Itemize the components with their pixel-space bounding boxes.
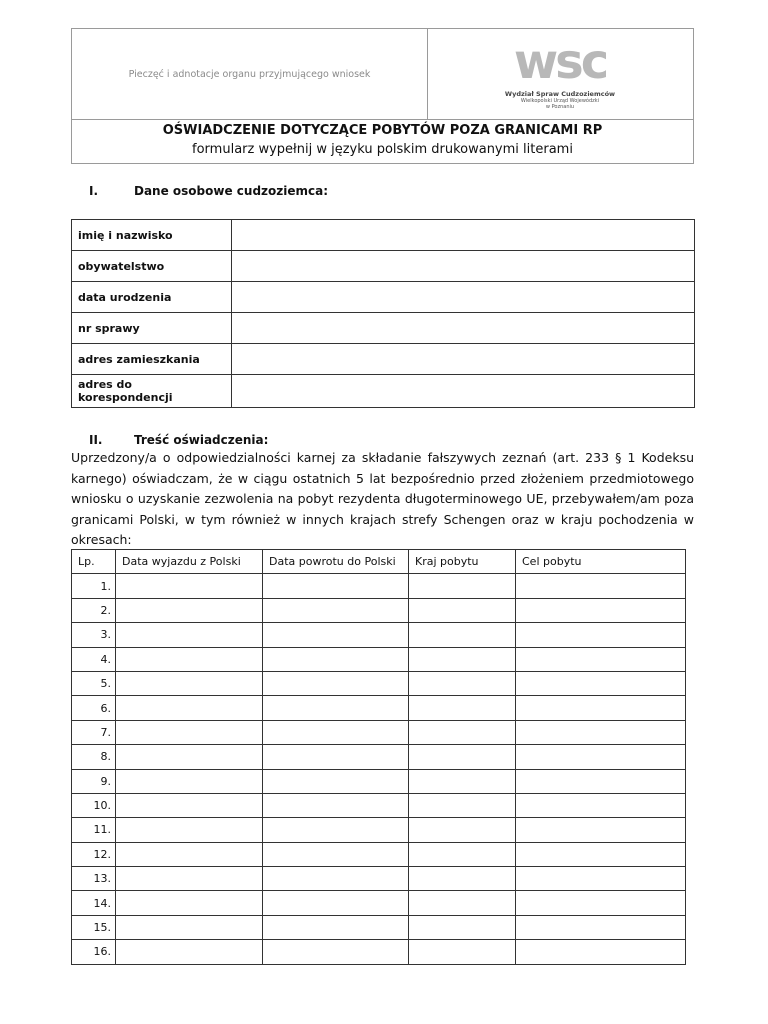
departure-date-input[interactable] [116, 745, 263, 769]
row-number: 2. [72, 598, 116, 622]
table-row [72, 598, 686, 622]
field-row-citizenship [72, 251, 695, 282]
table-row [72, 940, 686, 964]
form-title: OŚWIADCZENIE DOTYCZĄCE POBYTÓW POZA GRANICAMI RP [162, 123, 603, 138]
header-separator [72, 119, 693, 120]
return-date-input[interactable] [263, 671, 409, 695]
country-input[interactable] [409, 867, 516, 891]
case-number-input[interactable] [232, 313, 695, 344]
row-number: 8. [72, 745, 116, 769]
table-row [72, 696, 686, 720]
col-header-purpose: Cel pobytu [516, 550, 686, 574]
stays-table [71, 549, 686, 965]
country-input[interactable] [409, 793, 516, 817]
table-row [72, 818, 686, 842]
table-row [72, 745, 686, 769]
departure-date-input[interactable] [116, 891, 263, 915]
logo-mark: wsc [513, 36, 607, 86]
row-number: 5. [72, 671, 116, 695]
table-row [72, 769, 686, 793]
country-input[interactable] [409, 745, 516, 769]
country-input[interactable] [409, 915, 516, 939]
field-row-correspondence [72, 375, 695, 408]
col-header-return: Data powrotu do Polski [263, 550, 409, 574]
departure-date-input[interactable] [116, 940, 263, 964]
departure-date-input[interactable] [116, 598, 263, 622]
purpose-input[interactable] [516, 574, 686, 598]
row-number: 4. [72, 647, 116, 671]
country-input[interactable] [409, 940, 516, 964]
stamp-area [72, 29, 427, 119]
row-number: 3. [72, 623, 116, 647]
field-row-case-number [72, 313, 695, 344]
departure-date-input[interactable] [116, 769, 263, 793]
logo-line2: Wielkopolski Urząd Wojewódzki [520, 98, 600, 104]
departure-date-input[interactable] [116, 720, 263, 744]
departure-date-input[interactable] [116, 915, 263, 939]
correspondence-address-input[interactable] [232, 375, 695, 408]
country-input[interactable] [409, 574, 516, 598]
header-divider [427, 29, 428, 119]
col-header-lp: Lp. [72, 550, 116, 574]
purpose-input[interactable] [516, 891, 686, 915]
field-label: data urodzenia [72, 282, 232, 313]
declaration-text: Uprzedzony/a o odpowiedzialności karnej za składanie fałszywych zeznań (art. 233 § 1 Kodeksu karnego) oświadczam, że w ciągu ostatnich 5 lat bezpośrednio przed złożeniem przedmiotowego wniosku o uzyskanie zezwolenia na pobyt rezydenta długoterminowego UE, przebywałem/am poza granicami Polski, w tym również w innych krajach strefy Schengen oraz w kraju pochodzenia w okresach: [71, 450, 694, 547]
return-date-input[interactable] [263, 696, 409, 720]
row-number: 6. [72, 696, 116, 720]
section2-heading: Treść oświadczenia: [134, 433, 269, 447]
personal-data-table [71, 219, 695, 408]
country-input[interactable] [409, 818, 516, 842]
citizenship-input[interactable] [232, 251, 695, 282]
address-input[interactable] [232, 344, 695, 375]
row-number: 11. [72, 818, 116, 842]
col-header-departure: Data wyjazdu z Polski [116, 550, 263, 574]
office-logo [500, 36, 620, 116]
row-number: 9. [72, 769, 116, 793]
purpose-input[interactable] [516, 623, 686, 647]
purpose-input[interactable] [516, 696, 686, 720]
field-label: adres do korespondencji [72, 375, 232, 408]
row-number: 16. [72, 940, 116, 964]
stamp-note: Pieczęć i adnotacje organu przyjmującego wniosek [128, 68, 371, 80]
wsc-logo-icon [500, 36, 620, 86]
return-date-input[interactable] [263, 647, 409, 671]
section1-number: I. [89, 184, 99, 198]
form-subtitle: formularz wypełnij w języku polskim drukowanymi literami [192, 142, 573, 157]
name-input[interactable] [232, 220, 695, 251]
country-input[interactable] [409, 720, 516, 744]
field-label: obywatelstwo [72, 251, 232, 282]
field-row-address [72, 344, 695, 375]
row-number: 10. [72, 793, 116, 817]
return-date-input[interactable] [263, 745, 409, 769]
purpose-input[interactable] [516, 745, 686, 769]
return-date-input[interactable] [263, 842, 409, 866]
country-input[interactable] [409, 769, 516, 793]
section1-heading: Dane osobowe cudzoziemca: [134, 184, 329, 198]
field-row-name [72, 220, 695, 251]
purpose-input[interactable] [516, 867, 686, 891]
departure-date-input[interactable] [116, 671, 263, 695]
field-label: imię i nazwisko [72, 220, 232, 251]
departure-date-input[interactable] [116, 867, 263, 891]
purpose-input[interactable] [516, 647, 686, 671]
table-row [72, 720, 686, 744]
return-date-input[interactable] [263, 769, 409, 793]
col-header-country: Kraj pobytu [409, 550, 516, 574]
purpose-input[interactable] [516, 842, 686, 866]
return-date-input[interactable] [263, 940, 409, 964]
purpose-input[interactable] [516, 793, 686, 817]
country-input[interactable] [409, 623, 516, 647]
return-date-input[interactable] [263, 867, 409, 891]
country-input[interactable] [409, 671, 516, 695]
purpose-input[interactable] [516, 915, 686, 939]
section2-number: II. [89, 433, 103, 447]
departure-date-input[interactable] [116, 793, 263, 817]
return-date-input[interactable] [263, 598, 409, 622]
logo-line3: w Poznaniu [545, 104, 575, 110]
stays-header-row [72, 550, 686, 574]
row-number: 7. [72, 720, 116, 744]
purpose-input[interactable] [516, 720, 686, 744]
return-date-input[interactable] [263, 574, 409, 598]
purpose-input[interactable] [516, 671, 686, 695]
return-date-input[interactable] [263, 720, 409, 744]
departure-date-input[interactable] [116, 696, 263, 720]
country-input[interactable] [409, 891, 516, 915]
country-input[interactable] [409, 696, 516, 720]
country-input[interactable] [409, 842, 516, 866]
row-number: 12. [72, 842, 116, 866]
table-row [72, 842, 686, 866]
table-row [72, 671, 686, 695]
purpose-input[interactable] [516, 940, 686, 964]
departure-date-input[interactable] [116, 574, 263, 598]
return-date-input[interactable] [263, 891, 409, 915]
country-input[interactable] [409, 647, 516, 671]
return-date-input[interactable] [263, 623, 409, 647]
purpose-input[interactable] [516, 769, 686, 793]
field-label: adres zamieszkania [72, 344, 232, 375]
row-number: 14. [72, 891, 116, 915]
table-row [72, 623, 686, 647]
table-row [72, 915, 686, 939]
row-number: 13. [72, 867, 116, 891]
field-label: nr sprawy [72, 313, 232, 344]
table-row [72, 574, 686, 598]
purpose-input[interactable] [516, 818, 686, 842]
departure-date-input[interactable] [116, 842, 263, 866]
departure-date-input[interactable] [116, 647, 263, 671]
field-row-birthdate [72, 282, 695, 313]
departure-date-input[interactable] [116, 818, 263, 842]
table-row [72, 867, 686, 891]
country-input[interactable] [409, 598, 516, 622]
return-date-input[interactable] [263, 915, 409, 939]
table-row [72, 793, 686, 817]
table-row [72, 891, 686, 915]
row-number: 15. [72, 915, 116, 939]
return-date-input[interactable] [263, 818, 409, 842]
table-row [72, 647, 686, 671]
logo-line1: Wydział Spraw Cudzoziemców [504, 90, 616, 98]
return-date-input[interactable] [263, 793, 409, 817]
departure-date-input[interactable] [116, 623, 263, 647]
purpose-input[interactable] [516, 598, 686, 622]
row-number: 1. [72, 574, 116, 598]
birthdate-input[interactable] [232, 282, 695, 313]
